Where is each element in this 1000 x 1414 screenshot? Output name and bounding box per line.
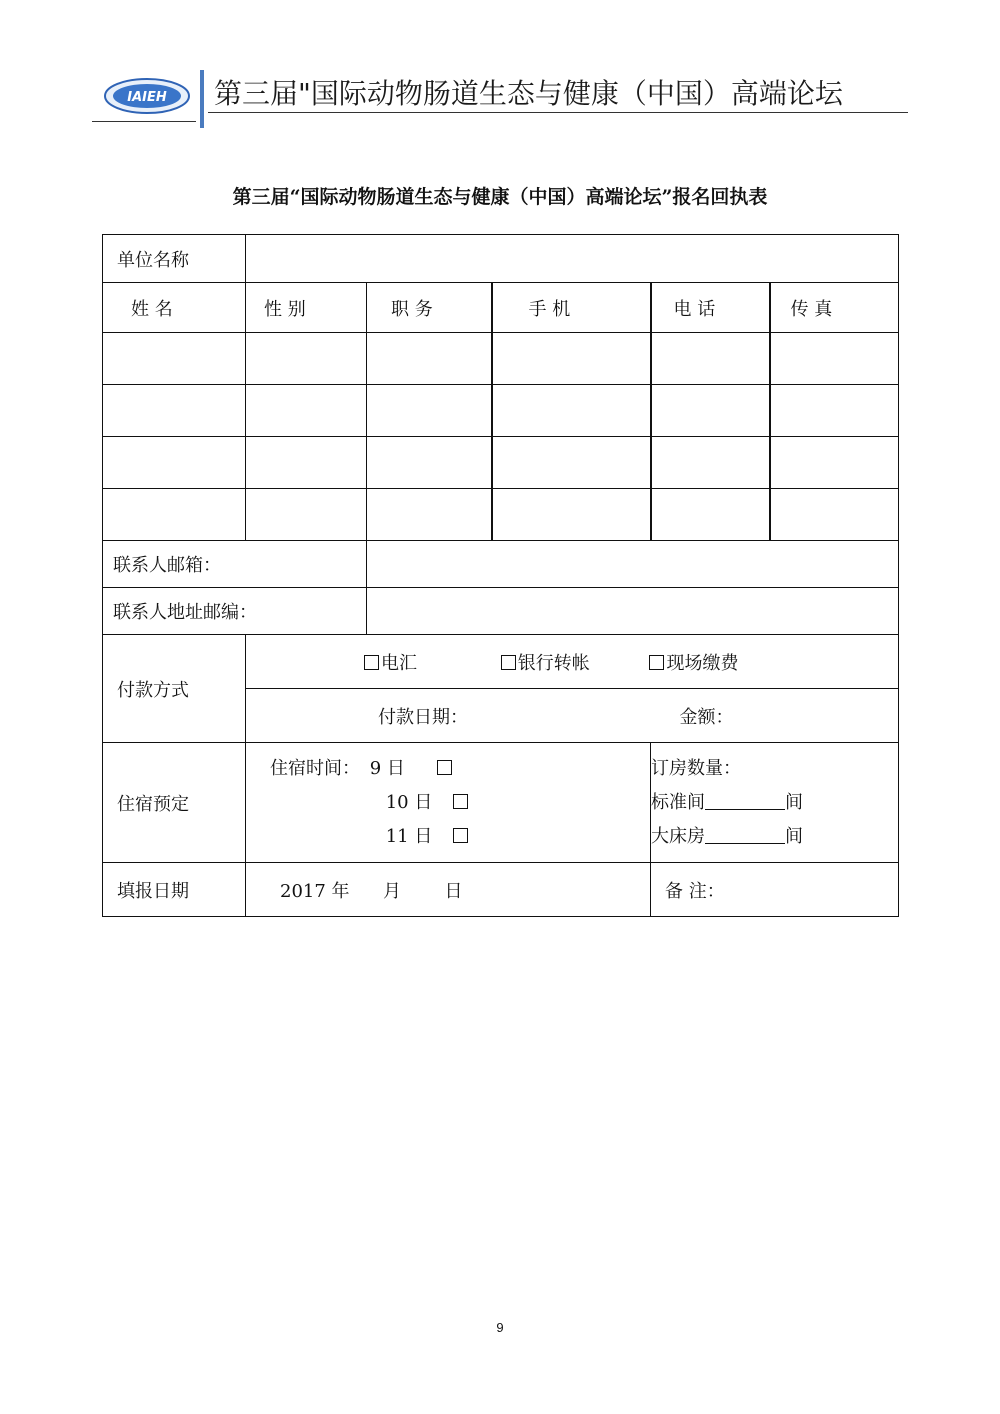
attendee-position-cell[interactable] — [367, 437, 492, 489]
header-accent-bar — [200, 70, 204, 128]
payment-option-label: 银行转帐 — [517, 652, 590, 674]
checkbox-icon[interactable] — [364, 655, 379, 670]
unit-name-label: 单位名称 — [103, 235, 246, 283]
fill-date-label: 填报日期 — [103, 863, 246, 917]
attendee-phone-cell[interactable] — [651, 333, 770, 385]
attendee-gender-cell[interactable] — [246, 437, 367, 489]
unit-name-row — [103, 235, 899, 283]
form-title: 第三届“国际动物肠道生态与健康（中国）高端论坛”报名回执表 — [232, 186, 768, 208]
room-count-label: 订房数量： — [651, 757, 741, 779]
attendee-position-cell[interactable] — [367, 385, 492, 437]
lodging-day-label: 11 日 — [385, 825, 433, 847]
fill-date-cell[interactable] — [246, 863, 651, 917]
contact-address-field[interactable] — [367, 588, 899, 635]
logo-text: IAIEH — [127, 90, 167, 105]
checkbox-icon[interactable] — [453, 828, 468, 843]
attendee-gender-cell[interactable] — [246, 333, 367, 385]
attendee-fax-cell[interactable] — [770, 489, 899, 541]
attendee-fax-cell[interactable] — [770, 437, 899, 489]
king-room-blank[interactable] — [705, 829, 785, 844]
payment-option-bank-transfer[interactable] — [501, 653, 590, 674]
attendee-gender-cell[interactable] — [246, 489, 367, 541]
attendee-mobile-cell[interactable] — [492, 437, 651, 489]
attendee-row — [103, 385, 899, 437]
payment-options — [246, 635, 899, 689]
payment-option-onsite[interactable] — [649, 653, 738, 674]
checkbox-icon[interactable] — [437, 760, 452, 775]
room-unit-label: 间 — [785, 791, 803, 813]
column-header-fax: 传 真 — [770, 283, 899, 333]
lodging-rooms-cell — [651, 743, 899, 863]
lodging-day-label: 9 日 — [369, 757, 405, 779]
unit-name-field[interactable] — [246, 235, 899, 283]
checkbox-icon[interactable] — [501, 655, 516, 670]
attendee-name-cell[interactable] — [103, 333, 246, 385]
fill-date-year: 2017 年 — [280, 880, 350, 902]
attendee-position-cell[interactable] — [367, 489, 492, 541]
lodging-day-label: 10 日 — [385, 791, 433, 813]
page-header-title: 第三届"国际动物肠道生态与健康（中国）高端论坛 — [214, 77, 843, 110]
attendee-mobile-cell[interactable] — [492, 333, 651, 385]
checkbox-icon[interactable] — [453, 794, 468, 809]
column-header-position: 职 务 — [367, 283, 492, 333]
attendee-mobile-cell[interactable] — [492, 489, 651, 541]
standard-room-blank[interactable] — [705, 795, 785, 810]
column-header-phone: 电 话 — [651, 283, 770, 333]
checkbox-icon[interactable] — [649, 655, 664, 670]
attendee-row — [103, 333, 899, 385]
contact-address-label: 联系人地址邮编： — [103, 588, 367, 635]
payment-option-label: 电汇 — [381, 652, 417, 674]
attendee-fax-cell[interactable] — [770, 385, 899, 437]
king-room-line[interactable] — [651, 820, 898, 854]
attendee-mobile-cell[interactable] — [492, 385, 651, 437]
attendee-header-row — [103, 283, 899, 333]
lodging-day-line — [270, 820, 650, 854]
remarks-label: 备 注： — [665, 881, 725, 902]
contact-email-field[interactable] — [367, 541, 899, 588]
attendee-gender-cell[interactable] — [246, 385, 367, 437]
page-number: 9 — [496, 1320, 504, 1335]
standard-room-line[interactable] — [651, 786, 898, 820]
payment-date-label: 付款日期： — [378, 706, 468, 728]
contact-email-row — [103, 541, 899, 588]
room-unit-label: 间 — [785, 825, 803, 847]
column-header-name: 姓 名 — [103, 283, 246, 333]
payment-amount-label: 金额： — [679, 706, 734, 728]
room-count-line — [651, 752, 898, 786]
attendee-phone-cell[interactable] — [651, 437, 770, 489]
fill-date-row — [103, 863, 899, 917]
contact-address-row — [103, 588, 899, 635]
attendee-name-cell[interactable] — [103, 385, 246, 437]
header-rule-right — [208, 112, 908, 113]
attendee-phone-cell[interactable] — [651, 489, 770, 541]
attendee-name-cell[interactable] — [103, 437, 246, 489]
fill-date-day: 日 — [444, 880, 463, 902]
payment-method-row — [103, 635, 899, 689]
attendee-position-cell[interactable] — [367, 333, 492, 385]
lodging-dates-cell — [246, 743, 651, 863]
registration-form-table — [102, 234, 899, 917]
lodging-row — [103, 743, 899, 863]
payment-date-amount-cell[interactable] — [246, 689, 899, 743]
payment-option-wire[interactable] — [364, 653, 417, 674]
attendee-row — [103, 489, 899, 541]
payment-method-label: 付款方式 — [103, 635, 246, 743]
column-header-gender: 性 别 — [246, 283, 367, 333]
lodging-time-label: 住宿时间： — [270, 757, 360, 779]
standard-room-label: 标准间 — [651, 791, 705, 813]
attendee-row — [103, 437, 899, 489]
contact-email-label: 联系人邮箱： — [103, 541, 367, 588]
payment-option-label: 现场缴费 — [666, 652, 739, 674]
lodging-day-line — [270, 752, 650, 786]
attendee-name-cell[interactable] — [103, 489, 246, 541]
lodging-label: 住宿预定 — [103, 743, 246, 863]
remarks-cell[interactable] — [651, 863, 899, 917]
column-header-mobile: 手 机 — [492, 283, 651, 333]
attendee-fax-cell[interactable] — [770, 333, 899, 385]
header-rule-left — [92, 121, 196, 122]
king-room-label: 大床房 — [651, 825, 705, 847]
attendee-phone-cell[interactable] — [651, 385, 770, 437]
lodging-day-line — [270, 786, 650, 820]
fill-date-month: 月 — [383, 880, 401, 902]
forum-logo — [104, 78, 190, 114]
